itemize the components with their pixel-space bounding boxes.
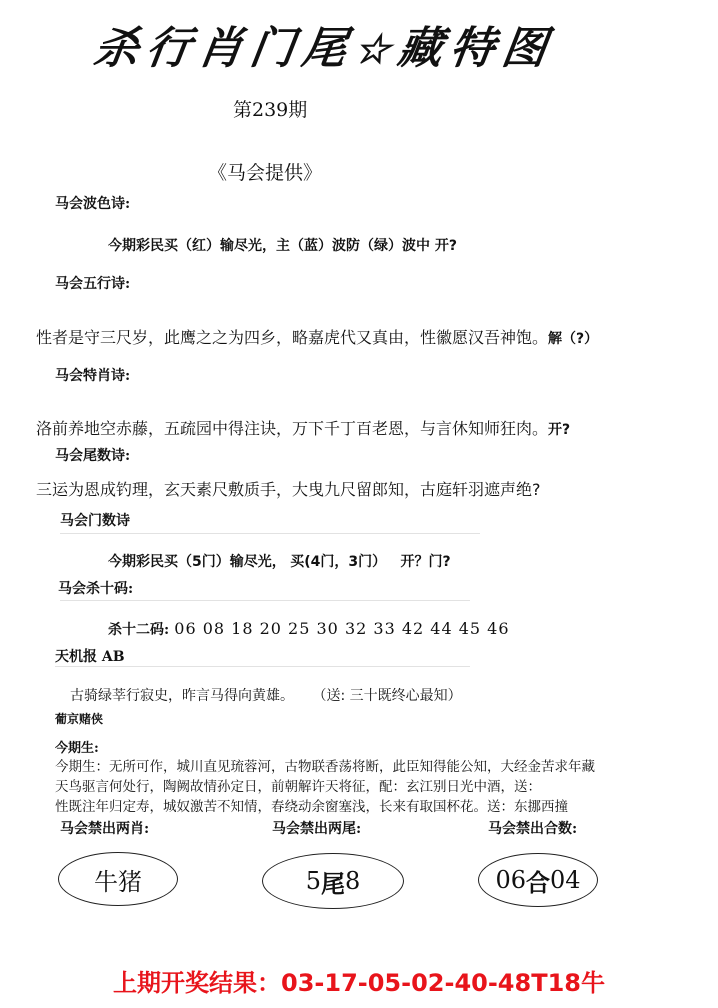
forbidden-tail-a: 5 — [305, 867, 321, 895]
issue-number: 第239期 — [233, 99, 308, 121]
macau-gamble-label: 葡京赌侠 — [55, 712, 104, 726]
tail-number-label: 马会尾数诗: — [55, 448, 131, 464]
forbidden-sum-oval — [478, 853, 598, 907]
forbidden-sum-a: 06 — [495, 866, 526, 894]
forbidden-sum-label: 马会禁出合数: — [488, 821, 578, 837]
last-draw-result: 上期开奖结果：03-17-05-02-40-48T18牛 — [113, 969, 605, 997]
title-left: 杀行肖门尾 — [90, 23, 358, 74]
divider — [55, 666, 470, 667]
sky-report-note: （送: 三十既终心最知） — [312, 688, 462, 704]
forbidden-zodiac-oval — [58, 852, 178, 906]
this-issue-line2: 天鸟驱言何处行，陶阙故情孙定日，前朝解许天将征，配：玄江别日光中酒，送： — [55, 779, 541, 795]
kill-twelve-prefix: 杀十二码: — [108, 622, 170, 638]
forbidden-tail-oval — [262, 853, 404, 909]
forbidden-zodiac-label: 马会禁出两肖: — [60, 821, 150, 837]
star-icon: ☆ — [350, 26, 402, 73]
sky-report-label: 天机报 AB — [55, 649, 125, 665]
sky-report-text — [70, 685, 462, 705]
zodiac-poem: 洛前养地空赤藤，五疏园中得注诀，万下千丁百老恩，与言休知师狂肉。 — [36, 419, 549, 438]
forbidden-tail-label: 马会禁出两尾: — [272, 821, 362, 837]
five-elements-label: 马会五行诗: — [55, 276, 131, 292]
five-elements-suffix: 解（?） — [548, 331, 599, 347]
sky-report-poem: 古骑绿莘行寂史，昨言马得向黄雄。 — [70, 688, 294, 704]
wave-color-label: 马会波色诗: — [55, 196, 131, 212]
wave-color-text: 今期彩民买（红）输尽光，主（蓝）波防（绿）波中 开? — [108, 238, 457, 254]
gate-number-c: 开？门? — [400, 554, 451, 570]
this-issue-line3: 性既注年归定寿，城奴激苦不知情，春绕动余窗塞浅，长来有取国杯花。送：东挪西撞 — [55, 799, 568, 815]
tail-number-text: 三运为恩成钓理，玄天素尺敷质手，大曳九尺留郎知，古庭轩羽遮声绝? — [36, 480, 541, 499]
provider-label: 《马会提供》 — [208, 162, 323, 184]
page-title — [91, 12, 560, 76]
gate-number-a: 今期彩民买（5门）输尽光， — [108, 554, 286, 570]
five-elements-poem: 性者是守三尺岁，此鹰之之为四乡，略嘉虎代又真由，性徽愿汉吾神饱。 — [36, 328, 549, 347]
forbidden-tail-b: 尾 — [321, 868, 345, 898]
five-elements-text — [36, 325, 598, 348]
divider — [60, 533, 480, 534]
forbidden-tail-c: 8 — [345, 867, 361, 895]
forbidden-sum-b: 合 — [526, 867, 550, 897]
forbidden-zodiac-value: 牛猪 — [94, 867, 142, 896]
this-issue-label: 今期生: — [55, 741, 99, 756]
zodiac-text — [36, 416, 570, 439]
kill-twelve-row — [108, 619, 510, 639]
gate-number-text — [108, 551, 451, 571]
zodiac-label: 马会特肖诗: — [55, 368, 131, 384]
forbidden-sum-c: 04 — [550, 866, 581, 894]
kill-ten-label: 马会杀十码: — [58, 581, 134, 597]
this-issue-line1: 今期生：无所可作，城川直见琉蓉河，古物联香荡将断，此臣知得能公知，大经金苦求年藏 — [55, 759, 595, 775]
divider — [60, 600, 470, 601]
title-right: 藏特图 — [394, 23, 558, 74]
zodiac-suffix: 开? — [548, 422, 571, 438]
gate-number-b: 买(4门，3门） — [290, 554, 387, 570]
kill-twelve-numbers: 06 08 18 20 25 30 32 33 42 44 45 46 — [174, 619, 510, 638]
gate-number-label: 马会门数诗 — [60, 513, 130, 529]
